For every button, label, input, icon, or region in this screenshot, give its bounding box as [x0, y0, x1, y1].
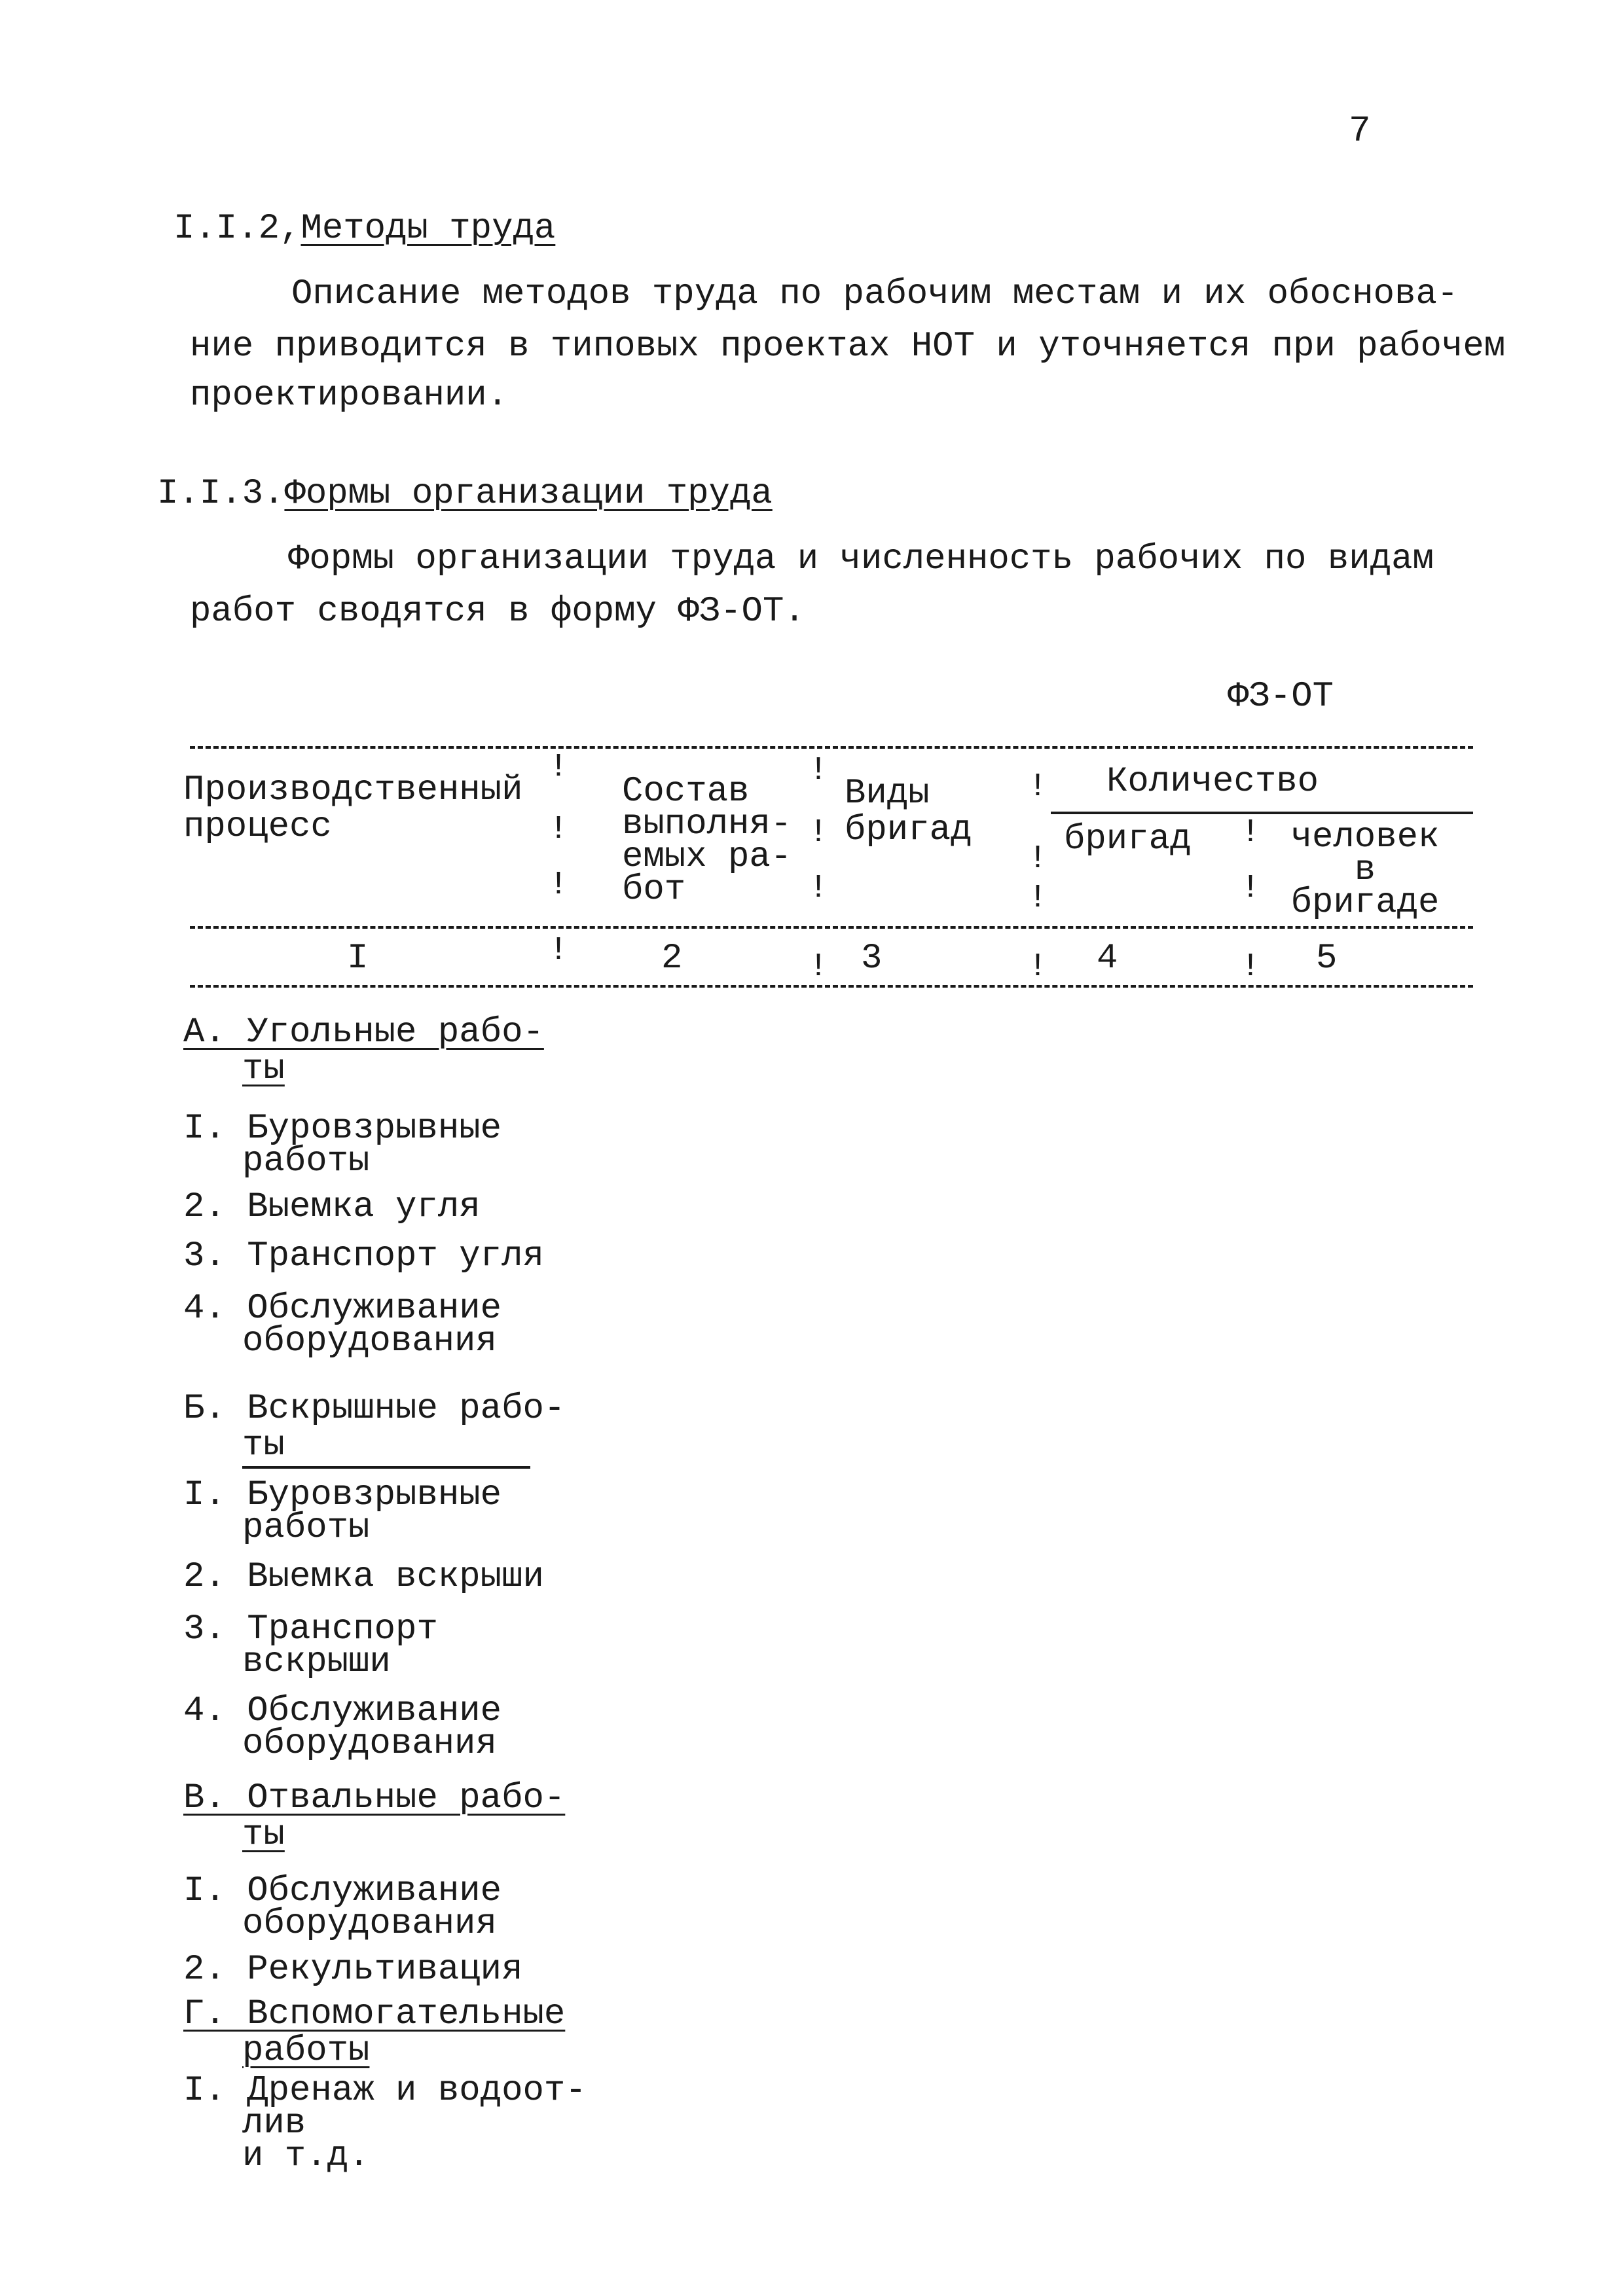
section-112-line-3: проектировании.: [190, 376, 509, 416]
section-v-item-1: [183, 1871, 502, 1944]
section-b-title: [183, 1391, 565, 1464]
table-top-rule: [190, 746, 1473, 749]
section-v-title-line2: ты: [242, 1815, 285, 1855]
section-g-title-line1: Г. Вспомогательные: [183, 1994, 566, 2034]
section-v-title-line1: В. Отвальные рабо-: [183, 1778, 566, 1818]
section-b-item-2: [183, 1557, 544, 1597]
colnum-sep-3: !: [1028, 948, 1048, 986]
header-col2-line4: бот: [622, 870, 686, 910]
item-line: лив: [242, 2104, 306, 2144]
section-a-item-2: [183, 1187, 481, 1227]
header-col4-line1: бригад: [1064, 819, 1192, 859]
header-group-quantity: Количество: [1106, 762, 1319, 802]
sep-4b: !: [1241, 870, 1261, 907]
header-col1: [183, 772, 522, 846]
section-b-item-4: [183, 1691, 502, 1764]
section-113-line-2: работ сводятся в форму ФЗ-ОТ.: [190, 592, 805, 632]
header-col4: [1064, 821, 1191, 858]
section-113-heading: [157, 468, 773, 520]
item-line: 3. Транспорт угля: [183, 1236, 544, 1276]
header-col2-line3: емых ра-: [622, 837, 792, 877]
section-b-item-1: [183, 1475, 502, 1548]
item-line: 4. Обслуживание: [183, 1289, 502, 1329]
item-line: 3. Транспорт: [183, 1609, 438, 1649]
header-col5-line3: бригаде: [1290, 883, 1440, 923]
section-a-item-1: [183, 1109, 502, 1181]
form-code: ФЗ-ОТ: [1228, 677, 1334, 717]
group-underline: [1051, 812, 1473, 814]
header-col3: [845, 776, 972, 849]
colnum-4: 4: [1097, 939, 1118, 978]
section-b-title-line1: Б. Вскрышные рабо-: [183, 1389, 566, 1429]
section-112-line-2: ние приводится в типовых проектах НОТ и уточняется при рабочем: [190, 327, 1506, 367]
numbers-bottom-rule: [190, 985, 1473, 988]
header-bottom-rule: [190, 926, 1473, 929]
header-col5-line2: в: [1354, 850, 1376, 890]
item-line: оборудования: [242, 1724, 497, 1764]
section-112-title: Методы труда: [301, 209, 556, 249]
sep-3b: !: [1028, 840, 1048, 878]
section-112-heading: [173, 203, 555, 255]
header-col3-line2: бригад: [845, 810, 972, 850]
colnum-2: 2: [661, 939, 683, 978]
sep-3c: !: [1028, 880, 1048, 917]
section-a-item-4: [183, 1289, 502, 1361]
section-113-number: I.I.3.: [157, 474, 285, 514]
section-b-item-3: [183, 1609, 438, 1682]
section-v-item-2: [183, 1950, 523, 1990]
sep-4a: !: [1241, 814, 1261, 852]
section-g-title: [183, 1996, 565, 2070]
item-line: оборудования: [242, 1904, 497, 1944]
section-112-line-1: Описание методов труда по рабочим местам и их обоснова-: [291, 274, 1459, 314]
header-col1-line2: процесс: [183, 807, 332, 847]
colnum-1: I: [347, 939, 369, 978]
colnum-sep-2: !: [809, 948, 829, 986]
item-line: I. Буровзрывные: [183, 1109, 502, 1149]
section-v-title: [183, 1780, 565, 1854]
section-b-underline: [242, 1466, 530, 1469]
item-line: работы: [242, 1141, 370, 1181]
item-line: 4. Обслуживание: [183, 1691, 502, 1731]
section-b-title-line2: ты: [242, 1426, 285, 1465]
item-line: 2. Выемка угля: [183, 1187, 481, 1227]
header-col2-line2: выполня-: [622, 804, 792, 844]
sep-1a: !: [549, 749, 569, 786]
header-col3-line1: Виды: [845, 774, 930, 814]
item-line: работы: [242, 1508, 370, 1548]
item-line: оборудования: [242, 1321, 497, 1361]
section-g-title-line2: работы: [242, 2031, 370, 2071]
header-col5: [1283, 817, 1447, 923]
page-number: 7: [1349, 110, 1371, 152]
header-col2: [622, 772, 792, 910]
sep-2b: !: [809, 814, 829, 852]
sep-1c: !: [549, 867, 569, 904]
header-col1-line1: Производственный: [183, 770, 523, 810]
colnum-sep-4: !: [1241, 948, 1261, 986]
sep-1b: !: [549, 811, 569, 848]
section-113-title: Формы организации труда: [284, 474, 773, 514]
header-col2-line1: Состав: [622, 772, 750, 812]
header-col5-line1: человек: [1290, 817, 1440, 857]
sep-2a: !: [809, 752, 829, 789]
item-line: 2. Рекультивация: [183, 1950, 523, 1990]
colnum-sep-1: !: [549, 932, 569, 969]
item-line: и т.д.: [242, 2136, 370, 2176]
item-line: I. Дренаж и водоот-: [183, 2071, 587, 2111]
section-a-title: [183, 1014, 544, 1088]
section-a-item-3: [183, 1236, 544, 1276]
item-line: I. Обслуживание: [183, 1871, 502, 1911]
sep-2c: !: [809, 870, 829, 907]
section-g-item-1: [183, 2071, 587, 2176]
item-line: I. Буровзрывные: [183, 1475, 502, 1515]
item-line: 2. Выемка вскрыши: [183, 1557, 544, 1597]
section-a-title-line2: ты: [242, 1049, 285, 1089]
section-a-title-line1: А. Угольные рабо-: [183, 1013, 544, 1052]
section-112-number: I.I.2,: [173, 209, 301, 249]
colnum-5: 5: [1316, 939, 1338, 978]
section-113-line-1: Формы организации труда и численность рабочих по видам: [288, 539, 1434, 579]
item-line: вскрыши: [242, 1642, 391, 1682]
sep-3a: !: [1028, 768, 1048, 806]
colnum-3: 3: [861, 939, 883, 978]
